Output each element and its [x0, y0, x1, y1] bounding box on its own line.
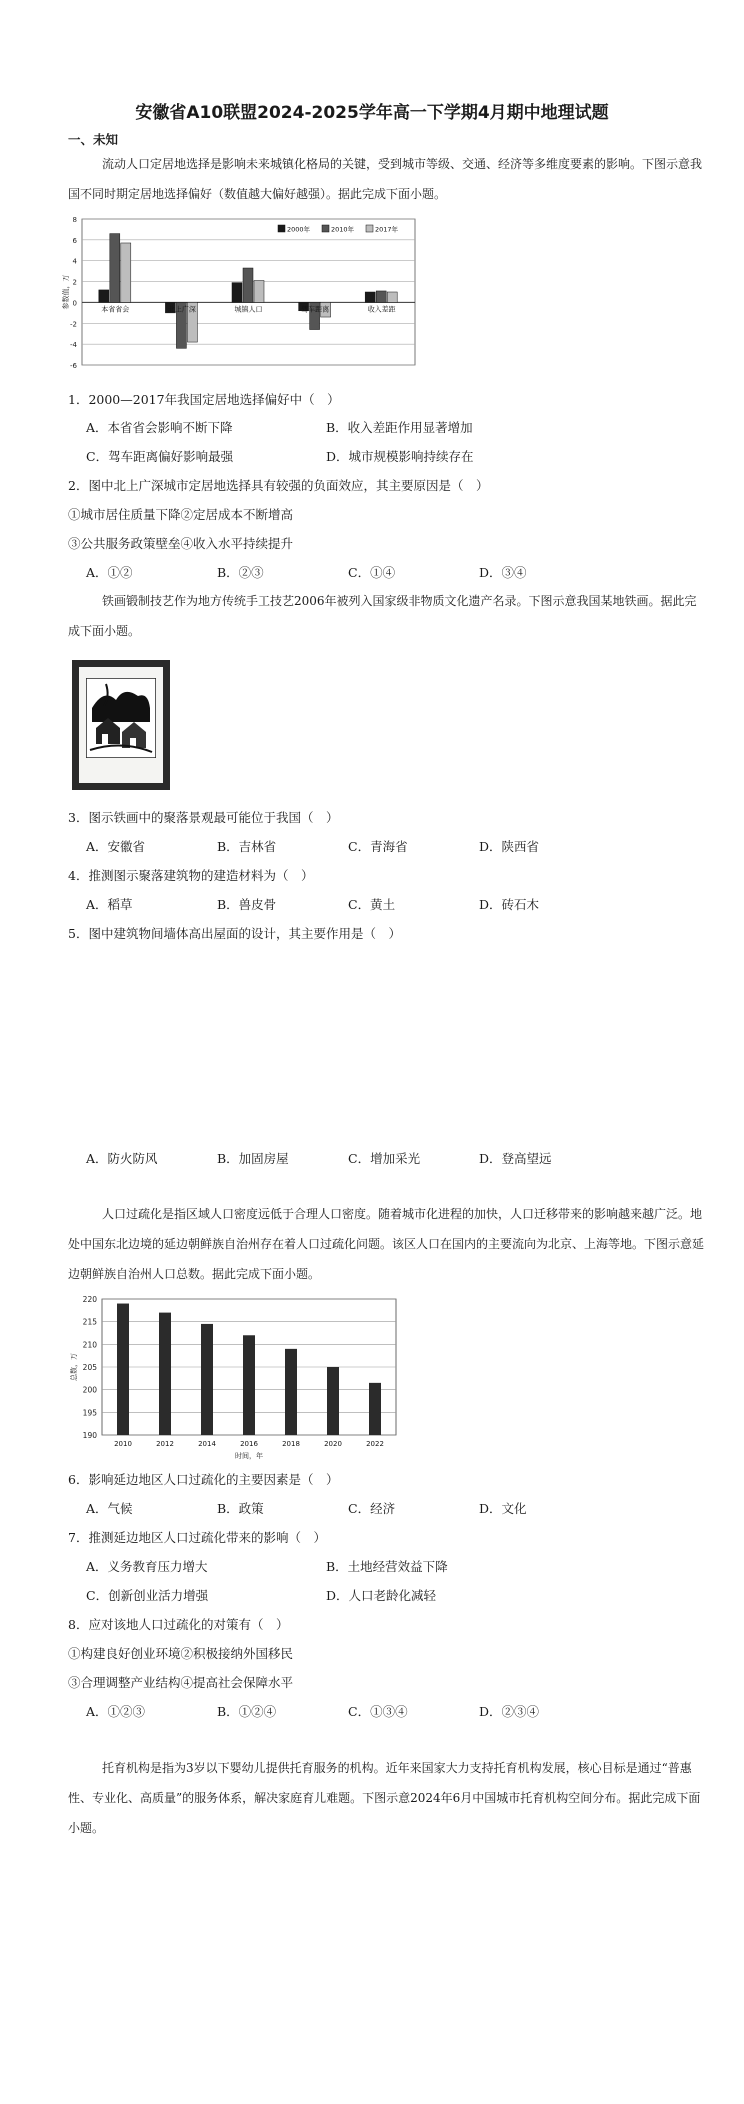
- question-7: 7．推测延边地区人口过疏化带来的影响（ ）: [68, 1530, 326, 1545]
- y-tick-label: -4: [70, 341, 77, 350]
- x-tick-label: 2010: [114, 1440, 132, 1448]
- passage-1: 流动人口定居地选择是影响未来城镇化格局的关键，受到城市等级、交通、经济等多维度要素的影响。下图示意我国不同时期定居地选择偏好（数值越大偏好越强）。据此完成下面小题。: [68, 157, 703, 201]
- y-tick-label: 4: [72, 257, 77, 266]
- bar: [121, 243, 131, 302]
- option-b[interactable]: B．土地经营效益下降: [326, 1559, 448, 1574]
- question-4-options: [86, 895, 610, 913]
- question-2: 2．图中北上广深城市定居地选择具有较强的负面效应，其主要原因是（ ）: [68, 478, 489, 493]
- option-b[interactable]: B．收入差距作用显著增加: [326, 420, 473, 435]
- y-tick-label: 190: [82, 1431, 97, 1440]
- x-tick-label: 2022: [366, 1440, 384, 1448]
- bar: [232, 283, 242, 303]
- y-tick-label: 195: [82, 1408, 97, 1418]
- option-d[interactable]: D．文化: [479, 1501, 527, 1516]
- option-c[interactable]: C．黄土: [348, 897, 396, 912]
- question-5: 5．图中建筑物间墙体高出屋面的设计，其主要作用是（ ）: [68, 926, 401, 941]
- option-d[interactable]: D．②③④: [479, 1704, 540, 1719]
- legend-swatch: [322, 225, 329, 232]
- bar: [159, 1313, 171, 1435]
- question-1-options-row-1: [86, 418, 566, 436]
- y-tick-label: 205: [82, 1363, 97, 1372]
- bar: [285, 1349, 297, 1435]
- legend-label: 2017年: [375, 225, 399, 234]
- y-tick-label: 215: [82, 1317, 97, 1327]
- category-label: 收入差距: [367, 305, 396, 314]
- option-c[interactable]: C．①③④: [348, 1704, 408, 1719]
- y-tick-label: 200: [82, 1385, 97, 1395]
- option-a[interactable]: A．防火防风: [86, 1151, 158, 1166]
- bar: [327, 1367, 339, 1435]
- yanbian-population-chart: [66, 1291, 402, 1461]
- bar: [376, 291, 386, 302]
- bar: [387, 292, 397, 302]
- section-heading: 一、未知: [68, 132, 119, 147]
- legend-swatch: [366, 225, 373, 232]
- option-b[interactable]: B．吉林省: [217, 839, 277, 854]
- option-d[interactable]: D．登高望远: [479, 1151, 552, 1166]
- question-8: 8．应对该地人口过疏化的对策有（ ）: [68, 1617, 289, 1632]
- x-tick-label: 2016: [240, 1440, 258, 1448]
- option-a[interactable]: A．气候: [86, 1501, 133, 1516]
- question-2-items-1: ①城市居住质量下降②定居成本不断增高: [68, 507, 294, 522]
- option-a[interactable]: A．①②③: [86, 1704, 146, 1719]
- question-8-items-2: ③合理调整产业结构④提高社会保障水平: [68, 1675, 294, 1690]
- option-b[interactable]: B．加固房屋: [217, 1151, 289, 1166]
- passage-2: 铁画锻制技艺作为地方传统手工技艺2006年被列入国家级非物质文化遗产名录。下图示意我国某地铁画。据此完成下面小题。: [68, 594, 697, 638]
- option-a[interactable]: A．本省省会影响不断下降: [86, 420, 233, 435]
- y-tick-label: 8: [72, 216, 77, 224]
- question-6: 6．影响延边地区人口过疏化的主要因素是（ ）: [68, 1472, 339, 1487]
- option-c[interactable]: C．创新创业活力增强: [86, 1588, 209, 1603]
- question-1-options-row-2: [86, 447, 566, 465]
- legend-swatch: [278, 225, 285, 232]
- x-tick-label: 2014: [198, 1440, 216, 1448]
- option-d[interactable]: D．人口老龄化减轻: [326, 1588, 437, 1603]
- option-a[interactable]: A．①②: [86, 565, 133, 580]
- option-c[interactable]: C．青海省: [348, 839, 408, 854]
- bar: [99, 290, 109, 303]
- iron-painting-image: [72, 660, 170, 790]
- question-6-options: [86, 1499, 610, 1517]
- option-b[interactable]: B．①②④: [217, 1704, 277, 1719]
- option-d[interactable]: D．③④: [479, 565, 527, 580]
- y-tick-label: 0: [72, 299, 77, 308]
- y-axis-label: 参数值，万: [62, 274, 70, 310]
- question-4: 4．推测图示聚落建筑物的建造材料为（ ）: [68, 868, 314, 883]
- y-tick-label: 2: [72, 278, 77, 287]
- option-a[interactable]: A．稻草: [86, 897, 133, 912]
- option-c[interactable]: C．增加采光: [348, 1151, 421, 1166]
- bar: [201, 1324, 213, 1435]
- option-c[interactable]: C．①④: [348, 565, 396, 580]
- question-3-options: [86, 837, 610, 855]
- legend-label: 2000年: [287, 225, 311, 234]
- option-b[interactable]: B．政策: [217, 1501, 264, 1516]
- question-7-options-row-1: [86, 1557, 566, 1575]
- option-c[interactable]: C．经济: [348, 1501, 396, 1516]
- option-b[interactable]: B．②③: [217, 565, 264, 580]
- question-8-items-1: ①构建良好创业环境②积极接纳外国移民: [68, 1646, 294, 1661]
- question-7-options-row-2: [86, 1586, 566, 1604]
- option-b[interactable]: B．兽皮骨: [217, 897, 277, 912]
- page-title: 安徽省A10联盟2024-2025学年高一下学期4月期中地理试题: [135, 103, 609, 123]
- y-axis-label: 总数，万: [70, 1353, 78, 1381]
- y-tick-label: 210: [82, 1340, 97, 1350]
- bar: [365, 292, 375, 302]
- x-tick-label: 2012: [156, 1440, 174, 1448]
- bar: [110, 234, 120, 303]
- iron-painting-artwork: [86, 678, 156, 758]
- passage-4: 托育机构是指为3岁以下婴幼儿提供托育服务的机构。近年来国家大力支持托育机构发展，核心目标是通过“普惠性、专业化、高质量”的服务体系，解决家庭育儿难题。下图示意2024年6月中国城市托育机构空间分布。据此完成下面小题。: [68, 1761, 701, 1835]
- bar: [369, 1383, 381, 1435]
- option-d[interactable]: D．陕西省: [479, 839, 540, 854]
- x-tick-label: 2018: [282, 1440, 300, 1448]
- option-d[interactable]: D．城市规模影响持续存在: [326, 449, 474, 464]
- bar: [243, 1335, 255, 1435]
- x-tick-label: 2020: [324, 1440, 342, 1448]
- bar: [243, 268, 253, 302]
- category-label: 北上广深: [167, 305, 196, 314]
- bar: [254, 281, 264, 303]
- question-5-options: [86, 1149, 610, 1167]
- bar: [117, 1304, 129, 1435]
- question-2-options: [86, 563, 610, 581]
- option-d[interactable]: D．砖石木: [479, 897, 540, 912]
- question-1: 1．2000—2017年我国定居地选择偏好中（ ）: [68, 392, 340, 407]
- passage-3: 人口过疏化是指区域人口密度远低于合理人口密度。随着城市化进程的加快，人口迁移带来的影响越来越广泛。地处中国东北边境的延边朝鲜族自治州存在着人口过疏化问题。该区人口在国内的主要流向为北京、上海等地。下图示意延边朝鲜族自治州人口总数。据此完成下面小题。: [68, 1207, 705, 1281]
- option-a[interactable]: A．安徽省: [86, 839, 146, 854]
- legend-label: 2010年: [331, 225, 355, 234]
- category-label: 驾车距离: [301, 305, 330, 314]
- question-3: 3．图示铁画中的聚落景观最可能位于我国（ ）: [68, 810, 339, 825]
- category-label: 本省省会: [101, 305, 130, 314]
- y-tick-label: 6: [72, 236, 77, 245]
- y-tick-label: 220: [82, 1295, 97, 1304]
- question-8-options: [86, 1702, 610, 1720]
- category-label: 城镇人口: [234, 305, 263, 314]
- option-c[interactable]: C．驾车距离偏好影响最强: [86, 449, 234, 464]
- settlement-preference-chart: [60, 213, 420, 373]
- option-a[interactable]: A．义务教育压力增大: [86, 1559, 208, 1574]
- x-axis-label: 时间，年: [235, 1452, 263, 1460]
- y-tick-label: -6: [70, 362, 77, 370]
- question-2-items-2: ③公共服务政策壁垒④收入水平持续提升: [68, 536, 294, 551]
- y-tick-label: -2: [70, 320, 77, 329]
